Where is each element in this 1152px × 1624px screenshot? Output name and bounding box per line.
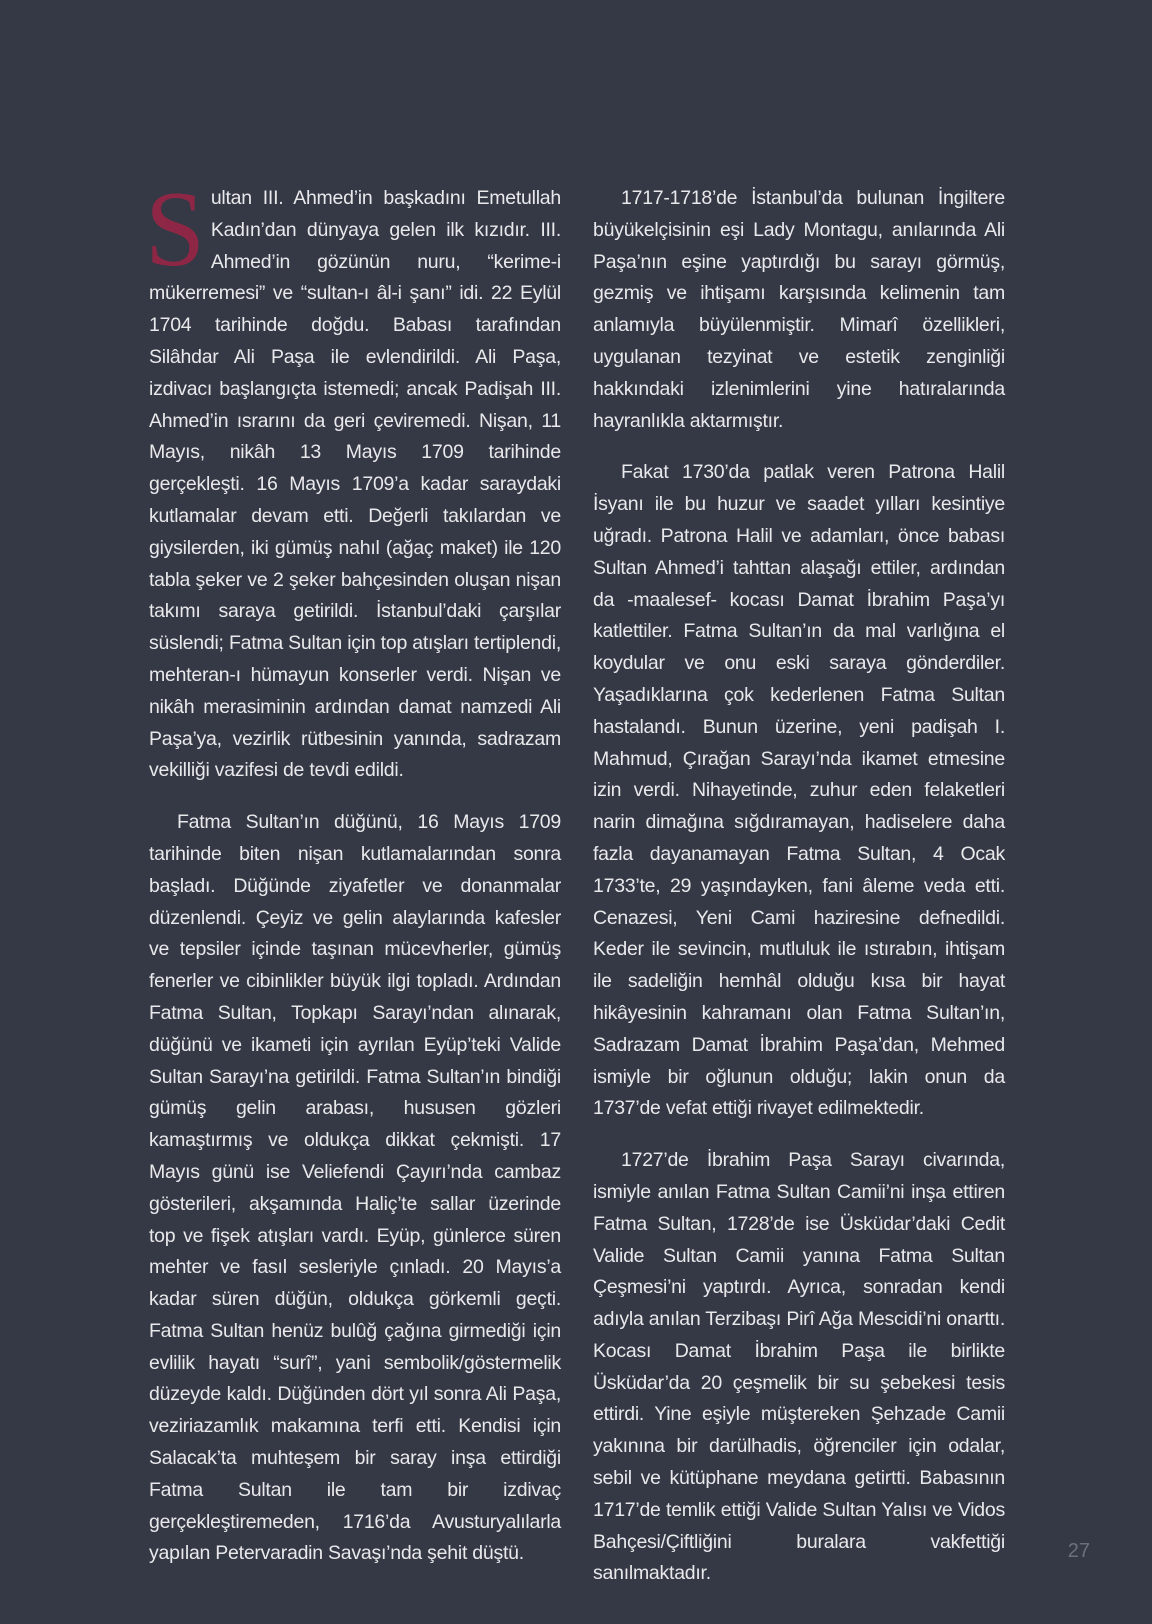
right-column bbox=[593, 183, 1005, 1590]
left-paragraph-1-text: ultan III. Ahmed’in başkadını Emetullah Kadın’dan dünyaya gelen ilk kızıdır. III. Ahmed’in gözünün nuru, “kerime-i mükerremesi” ve “sultan-ı âl-i şanı” idi. 22 Eylül 1704 tarihinde doğdu. Babası tarafından Silâhdar Ali Paşa ile evlendirildi. Ali Paşa, izdivacı başlangıçta istemedi; ancak Padişah III. Ahmed’in ısrarını da geri çeviremedi. Nişan, 11 Mayıs, nikâh 13 Mayıs 1709 tarihinde gerçekleşti. 16 Mayıs 1709’a kadar saraydaki kutlamalar devam etti. Değerli takılardan ve giysilerden, iki gümüş nahıl (ağaç maket) ile 120 tabla şeker ve 2 şeker bahçesinden oluşan nişan takımı saraya getirildi. İstanbul’daki çarşılar süslendi; Fatma Sultan için top atışları tertiplendi, mehteran-ı hümayun konserler verdi. Nişan ve nikâh merasiminin ardından damat namzedi Ali Paşa’ya, vezirlik rütbesinin yanında, sadrazam vekilliği vazifesi de tevdi edildi. bbox=[149, 187, 561, 782]
right-paragraph-3: 1727’de İbrahim Paşa Sarayı civarında, ismiyle anılan Fatma Sultan Camii’ni inşa ettiren Fatma Sultan, 1728’de ise Üsküdar’daki Cedit Valide Sultan Camii yanına Fatma Sultan Çeşmesi’ni yaptırdı. Ayrıca, sonradan kendi adıyla anılan Terzibaşı Pirî Ağa Mescidi’ni onarttı. Kocası Damat İbrahim Paşa ile birlikte Üsküdar’da 20 çeşmelik bir su şebekesi tesis ettirdi. Yine eşiyle müştereken Şehzade Camii yakınına bir darülhadis, öğrenciler için odalar, sebil ve kütüphane meydana getirtti. Babasının 1717’de temlik ettiği Valide Sultan Yalısı ve Vidos Bahçesi/Çiftliğini buralara vakfettiği sanılmaktadır. bbox=[593, 1149, 1005, 1585]
left-paragraph-1 bbox=[145, 170, 561, 787]
dropcap-letter: S bbox=[145, 170, 205, 289]
left-column bbox=[145, 170, 561, 1570]
right-paragraph-2: Fakat 1730’da patlak veren Patrona Halil İsyanı ile bu huzur ve saadet yılları kesintiye uğradı. Patrona Halil ve adamları, önce babası Sultan Ahmed’i tahttan alaşağı ettiler, ardından da -maalesef- kocası Damat İbrahim Paşa’yı katlettiler. Fatma Sultan’ın da mal varlığına el koydular ve onu eski saraya gönderdiler. Yaşadıklarına çok kederlenen Fatma Sultan hastalandı. Bunun üzerine, yeni padişah I. Mahmud, Çırağan Sarayı’nda ikamet etmesine izin verdi. Nihayetinde, zuhur eden felaketleri narin dimağına sığdıramayan, hadiselere daha fazla dayanamayan Fatma Sultan, 4 Ocak 1733’te, 29 yaşındayken, fani âleme veda etti. Cenazesi, Yeni Cami haziresine defnedildi. Keder ile sevincin, mutluluk ile ıstırabın, ihtişam ile sadeliğin hemhâl olduğu kısa bir hayat hikâyesinin kahramanı olan Fatma Sultan’ın, Sadrazam Damat İbrahim Paşa’dan, Mehmed ismiyle bir oğlunun olduğu; lakin onun da 1737’de vefat ettiği rivayet edilmektedir. bbox=[593, 461, 1005, 1120]
right-paragraph-1: 1717-1718’de İstanbul’da bulunan İngiltere büyükelçisinin eşi Lady Montagu, anılarında Ali Paşa’nın eşine yaptırdığı bu sarayı görmüş, gezmiş ve ihtişamı karşısında kelimenin tam anlamıyla büyülenmiştir. Mimarî özellikleri, uygulanan tezyinat ve estetik zenginliği hakkındaki izlenimlerini yine hatıralarında hayranlıkla aktarmıştır. bbox=[593, 187, 1005, 432]
left-paragraph-2: Fatma Sultan’ın düğünü, 16 Mayıs 1709 tarihinde biten nişan kutlamalarından sonra başladı. Düğünde ziyafetler ve donanmalar düzenlendi. Çeyiz ve gelin alaylarında kafesler ve tepsiler içinde taşınan mücevherler, gümüş fenerler ve cibinlikler büyük ilgi topladı. Ardından Fatma Sultan, Topkapı Sarayı’ndan alınarak, düğünü ve ikameti için ayrılan Eyüp’teki Valide Sultan Sarayı’na getirildi. Fatma Sultan’ın bindiği gümüş gelin arabası, hususen gözleri kamaştırmış ve oldukça dikkat çekmişti. 17 Mayıs günü ise Veliefendi Çayırı’nda cambaz gösterileri, akşamında Haliç’te sallar üzerinde top ve fişek atışları vardı. Eyüp, günlerce süren mehter ve fasıl sesleriyle çınladı. 20 Mayıs’a kadar süren düğün, oldukça görkemli geçti. Fatma Sultan henüz bulûğ çağına girmediği için evlilik hayatı “surî”, yani sembolik/göstermelik düzeyde kaldı. Düğünden dört yıl sonra Ali Paşa, veziriazamlık makamına terfi etti. Kendisi için Salacak’ta muhteşem bir saray inşa ettirdiği Fatma Sultan ile tam bir izdivaç gerçekleştiremeden, 1716’da Avusturyalılarla yapılan Petervaradin Savaşı’nda şehit düştü. bbox=[149, 811, 561, 1565]
page-number: 27 bbox=[1067, 1540, 1090, 1562]
